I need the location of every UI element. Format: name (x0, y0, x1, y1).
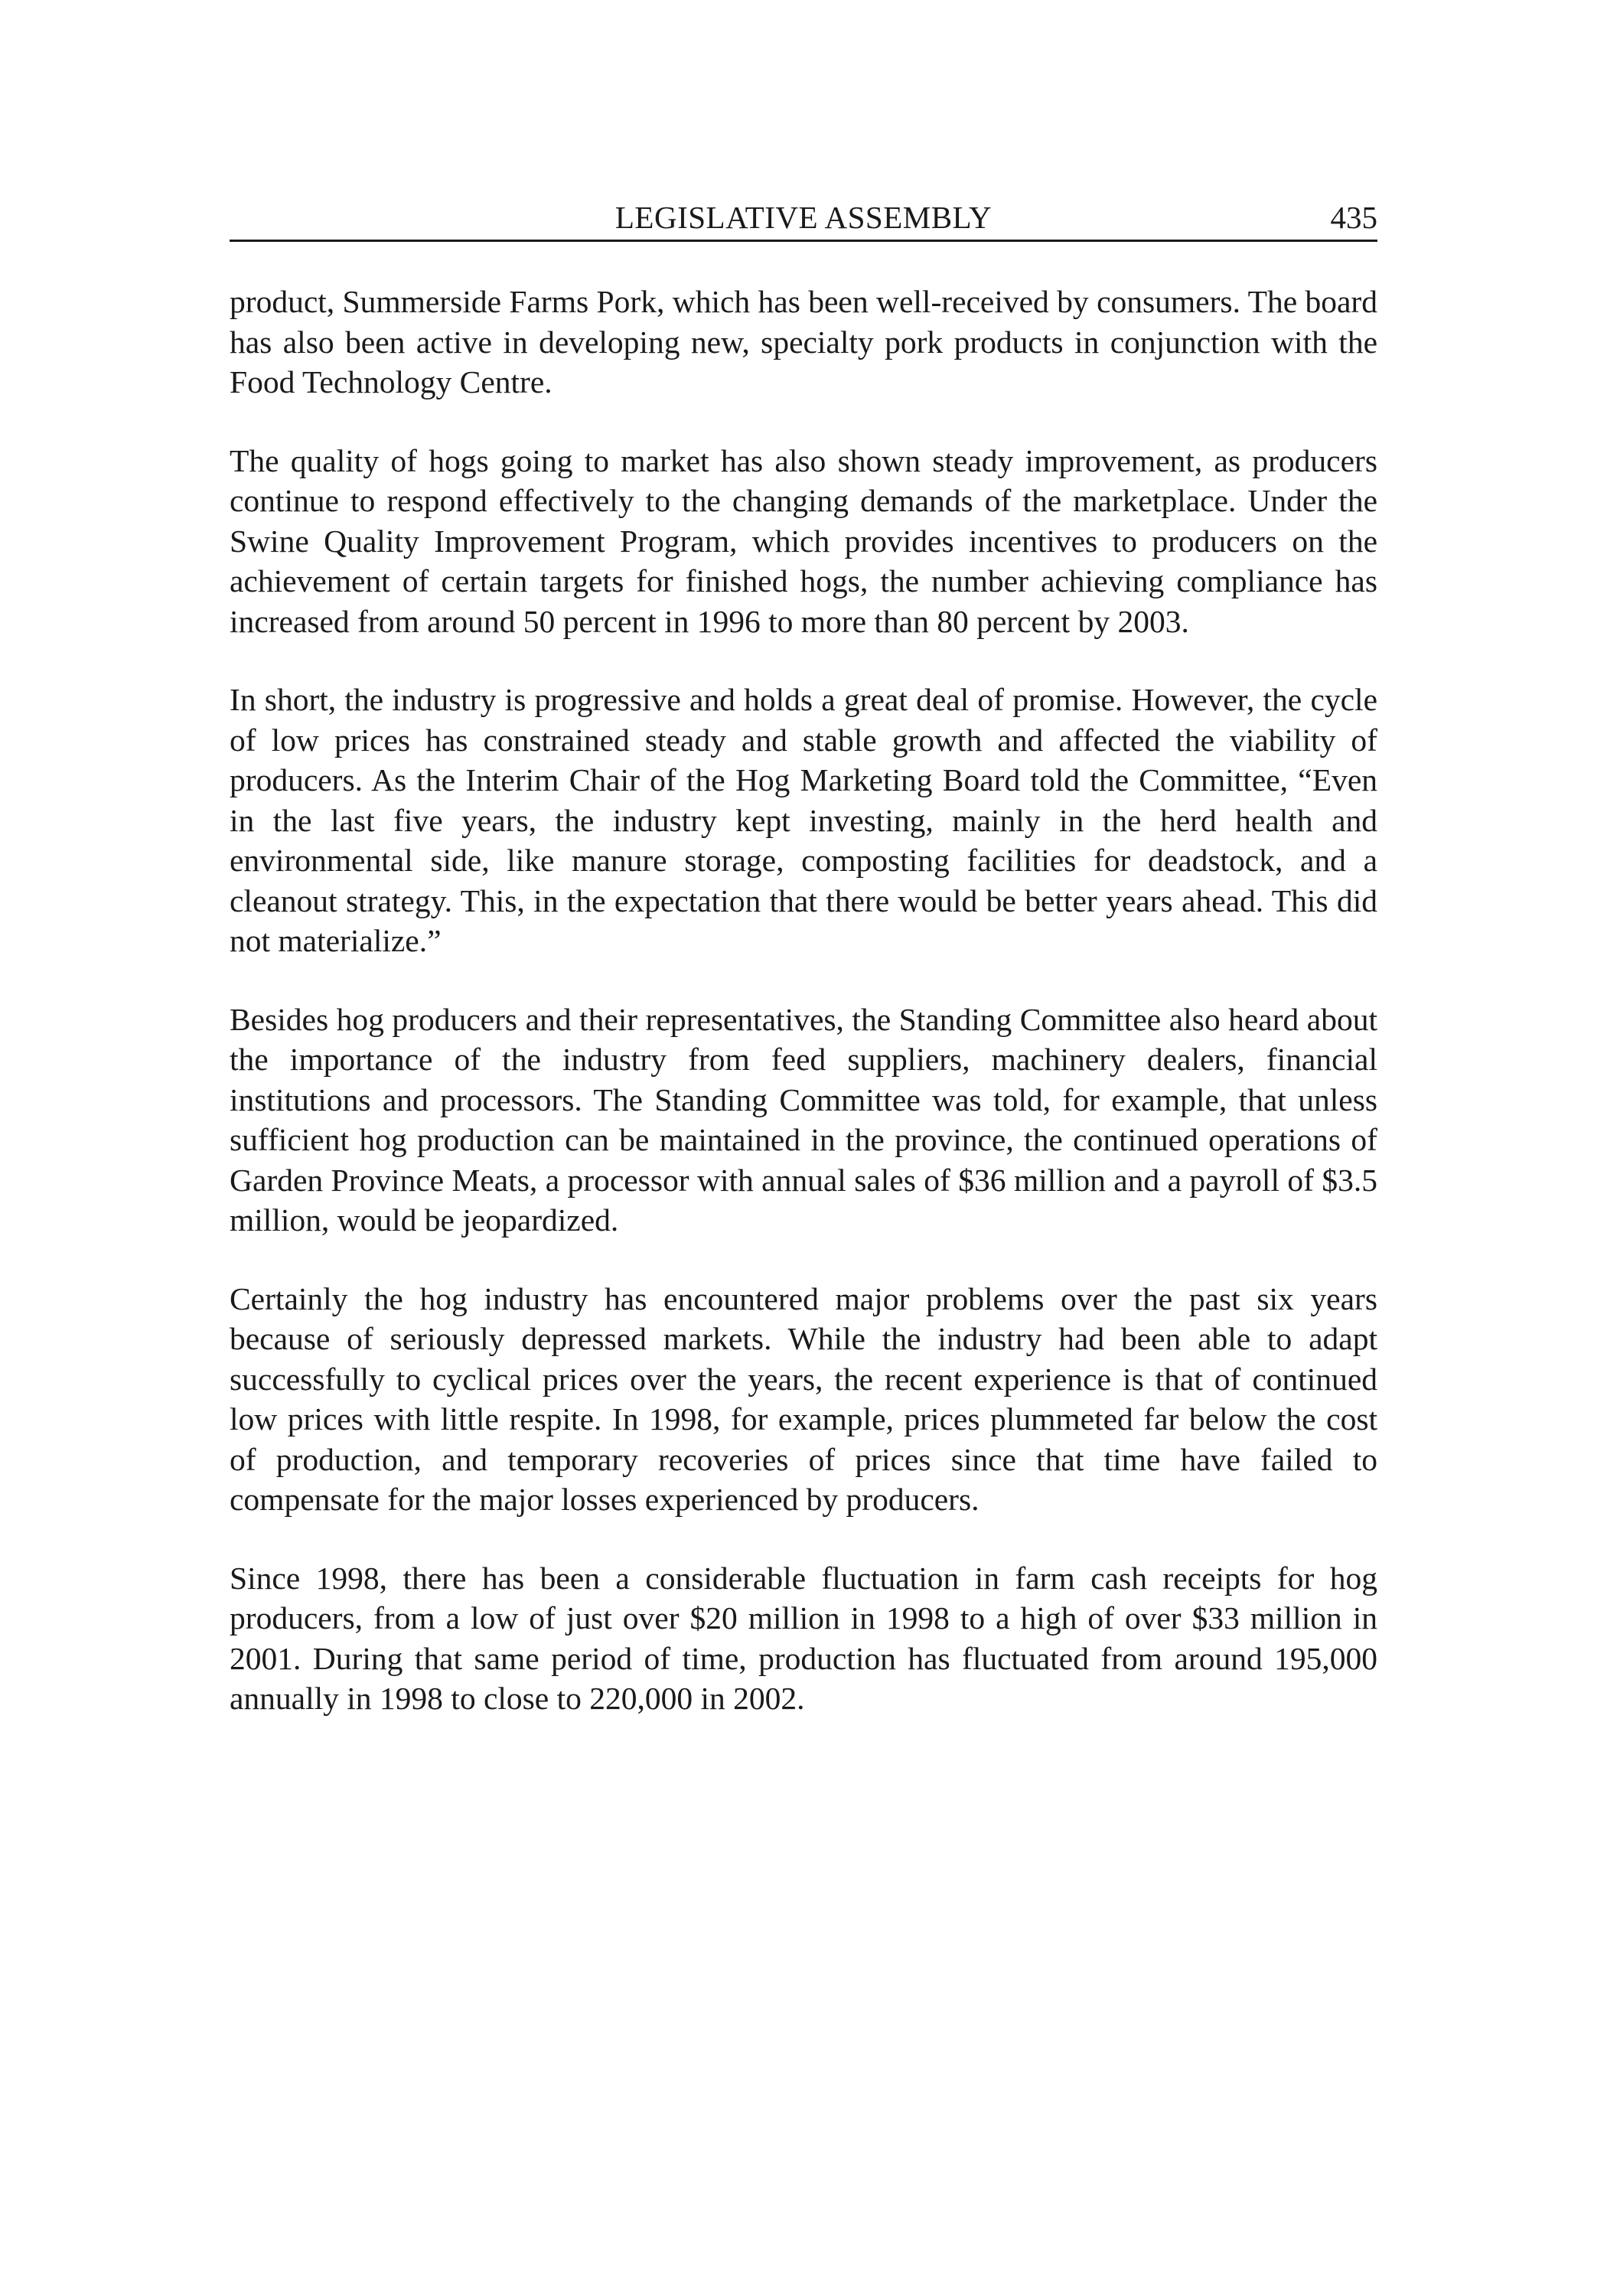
body-text (230, 282, 1377, 1719)
document-page (230, 195, 1377, 1757)
page-number: 435 (1330, 200, 1377, 235)
paragraph-industry-promise: In short, the industry is progressive and holds a great deal of promise. However, the cycle of low prices has constrained steady and stable growth and affected the viability of producers. As the Interim Chair of the Hog Marketing Board told the Committee, “Even in the last five years, the industry kept investing, mainly in the herd health and environmental side, like manure storage, composting facilities for deadstock, and a cleanout strategy. This, in the expectation that there would be better years ahead. This did not materialize.” (230, 682, 1377, 958)
paragraph-industry-importance: Besides hog producers and their representatives, the Standing Committee also heard about the importance of the industry from feed suppliers, machinery dealers, financial institutions and processors. The Standing Committee was told, for example, that unless sufficient hog production can be maintained in the province, the continued operations of Garden Province Meats, a processor with annual sales of $36 million and a payroll of $3.5 million, would be jeopardized. (230, 1001, 1377, 1238)
paragraph-summerside-farms-pork: product, Summerside Farms Pork, which has been well-received by consumers. The board has also been active in developing new, specialty pork products in conjunction with the Food Technology Centre. (230, 284, 1377, 400)
paragraph-hog-quality: The quality of hogs going to market has also shown steady improvement, as producers continue to respond effectively to the changing demands of the marketplace. Under the Swine Quality Improvement Program, which provides incentives to producers on the achievement of certain targets for finished hogs, the number achieving compliance has increased from around 50 percent in 1996 to more than 80 percent by 2003. (230, 442, 1377, 639)
running-header (230, 195, 1377, 242)
paragraph-cash-receipts: Since 1998, there has been a considerable fluctuation in farm cash receipts for hog producers, from a low of just over $20 million in 1998 to a high of over $33 million in 2001. During that same period of time, production has fluctuated from around 195,000 annually in 1998 to close to 220,000 in 2002. (230, 1560, 1377, 1716)
header-title: LEGISLATIVE ASSEMBLY (614, 200, 993, 235)
paragraph-depressed-markets: Certainly the hog industry has encountered major problems over the past six years because of seriously depressed markets. While the industry had been able to adapt successfully to cyclical prices over the years, the recent experience is that of continued low prices with little respite. In 1998, for example, prices plummeted far below the cost of production, and temporary recoveries of prices since that time have failed to compensate for the major losses experienced by producers. (230, 1280, 1377, 1517)
